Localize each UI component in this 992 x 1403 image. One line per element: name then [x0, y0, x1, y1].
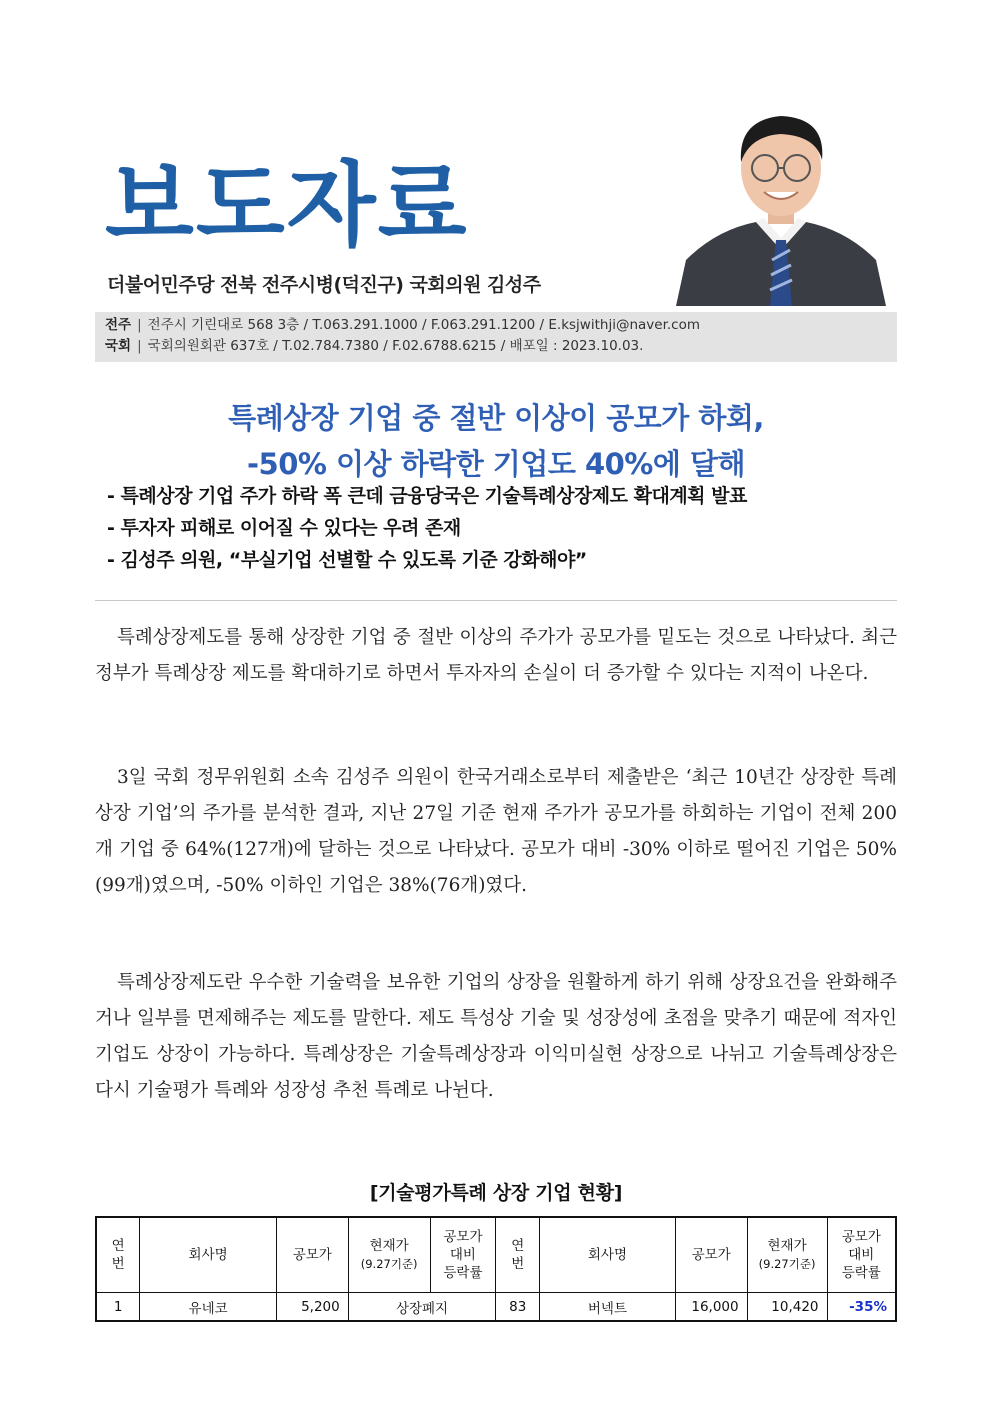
portrait-photo — [676, 100, 886, 306]
header-current-label: 현재가 — [369, 1238, 409, 1254]
separator: | — [137, 338, 142, 354]
cell-no: 1 — [96, 1293, 140, 1322]
header-company: 회사명 — [540, 1217, 675, 1293]
contact-assembly — [105, 336, 887, 357]
body-paragraph: 특례상장제도란 우수한 기술력을 보유한 기업의 상장을 원활하게 하기 위해 상장요건을 완화해주거나 일부를 면제해주는 제도를 말한다. 제도 특성상 기술 및 성장성에 초점을 맞추기 때문에 적자인 기업도 상장이 가능하다. 특례상장은 기술특례상장과 이익미실현 상장으로 나뉘고 기술특례상장은 다시 기술평가 특례와 성장성 추천 특례로 나뉜다. — [95, 972, 897, 1101]
cell-company: 유네코 — [140, 1293, 276, 1322]
contact-jeonju — [105, 315, 887, 336]
header-no: 연 번 — [496, 1217, 540, 1293]
body-paragraph: 특례상장제도를 통해 상장한 기업 중 절반 이상의 주가가 공모가를 밑도는 것으로 나타났다. 최근 정부가 특례상장 제도를 확대하기로 하면서 투자자의 손실이 더 증가할 수 있다는 지적이 나온다. — [95, 627, 897, 684]
cell-current-price: 10,420 — [747, 1293, 827, 1322]
contact-jeonju-text: 전주시 기린대로 568 3층 / T.063.291.1000 / F.063.291.1200 / E.ksjwithji@naver.com — [147, 317, 701, 333]
contact-assembly-label: 국회 — [105, 338, 132, 354]
headline — [95, 395, 897, 487]
cell-no: 83 — [496, 1293, 540, 1322]
header-ipo-price: 공모가 — [675, 1217, 747, 1293]
bullet-item: - 특례상장 기업 주가 하락 폭 큰데 금융당국은 기술특례상장제도 확대계획 발표 — [107, 485, 747, 507]
body-paragraph: 3일 국회 정무위원회 소속 김성주 의원이 한국거래소로부터 제출받은 ‘최근 10년간 상장한 특례상장 기업’의 주가를 분석한 결과, 지난 27일 기준 현재 주가가 공모가를 하회하는 기업이 전체 200개 기업 중 64%(127개)에 달하는 것으로 나타났다. 공모가 대비 -30% 이하로 떨어진 기업은 50%(99개)였으며, -50% 이하인 기업은 38%(76개)였다. — [95, 767, 897, 896]
table-header-row — [96, 1217, 896, 1293]
contact-jeonju-label: 전주 — [105, 317, 132, 333]
header-current-label: 현재가 — [767, 1238, 807, 1254]
table-row — [96, 1293, 896, 1322]
header-change-rate: 공모가 대비 등락률 — [827, 1217, 896, 1293]
header-current-note: (9.27기준) — [360, 1257, 418, 1271]
header-current-price — [747, 1217, 827, 1293]
cell-change-rate: -35% — [827, 1293, 896, 1322]
cell-current-price: 상장폐지 — [348, 1293, 496, 1322]
separator: | — [137, 317, 142, 333]
contact-assembly-text: 국회의원회관 637호 / T.02.784.7380 / F.02.6788.6215 / 배포일 : 2023.10.03. — [147, 338, 644, 354]
header-company: 회사명 — [140, 1217, 276, 1293]
cell-ipo-price: 5,200 — [276, 1293, 348, 1322]
contact-box — [95, 312, 897, 362]
author-line: 더불어민주당 전북 전주시병(덕진구) 국회의원 김성주 — [107, 274, 541, 296]
header-no: 연 번 — [96, 1217, 140, 1293]
table-caption: [기술평가특례 상장 기업 현황] — [369, 1182, 623, 1204]
listing-table — [95, 1216, 897, 1322]
header-current-price — [348, 1217, 430, 1293]
bullet-item: - 김성주 의원, “부실기업 선별할 수 있도록 기준 강화해야” — [107, 549, 587, 571]
cell-company: 버넥트 — [540, 1293, 675, 1322]
summary-bullets — [107, 480, 907, 576]
page-title: 보도자료 — [105, 152, 469, 259]
divider — [95, 600, 897, 601]
bullet-item: - 투자자 피해로 이어질 수 있다는 우려 존재 — [107, 517, 461, 539]
cell-ipo-price: 16,000 — [675, 1293, 747, 1322]
headline-line-2: -50% 이상 하락한 기업도 40%에 달해 — [247, 447, 745, 481]
header-change-rate: 공모가 대비 등락률 — [430, 1217, 496, 1293]
headline-line-1: 특례상장 기업 중 절반 이상이 공모가 하회, — [228, 401, 764, 435]
header-current-note: (9.27기준) — [758, 1257, 816, 1271]
header-ipo-price: 공모가 — [276, 1217, 348, 1293]
